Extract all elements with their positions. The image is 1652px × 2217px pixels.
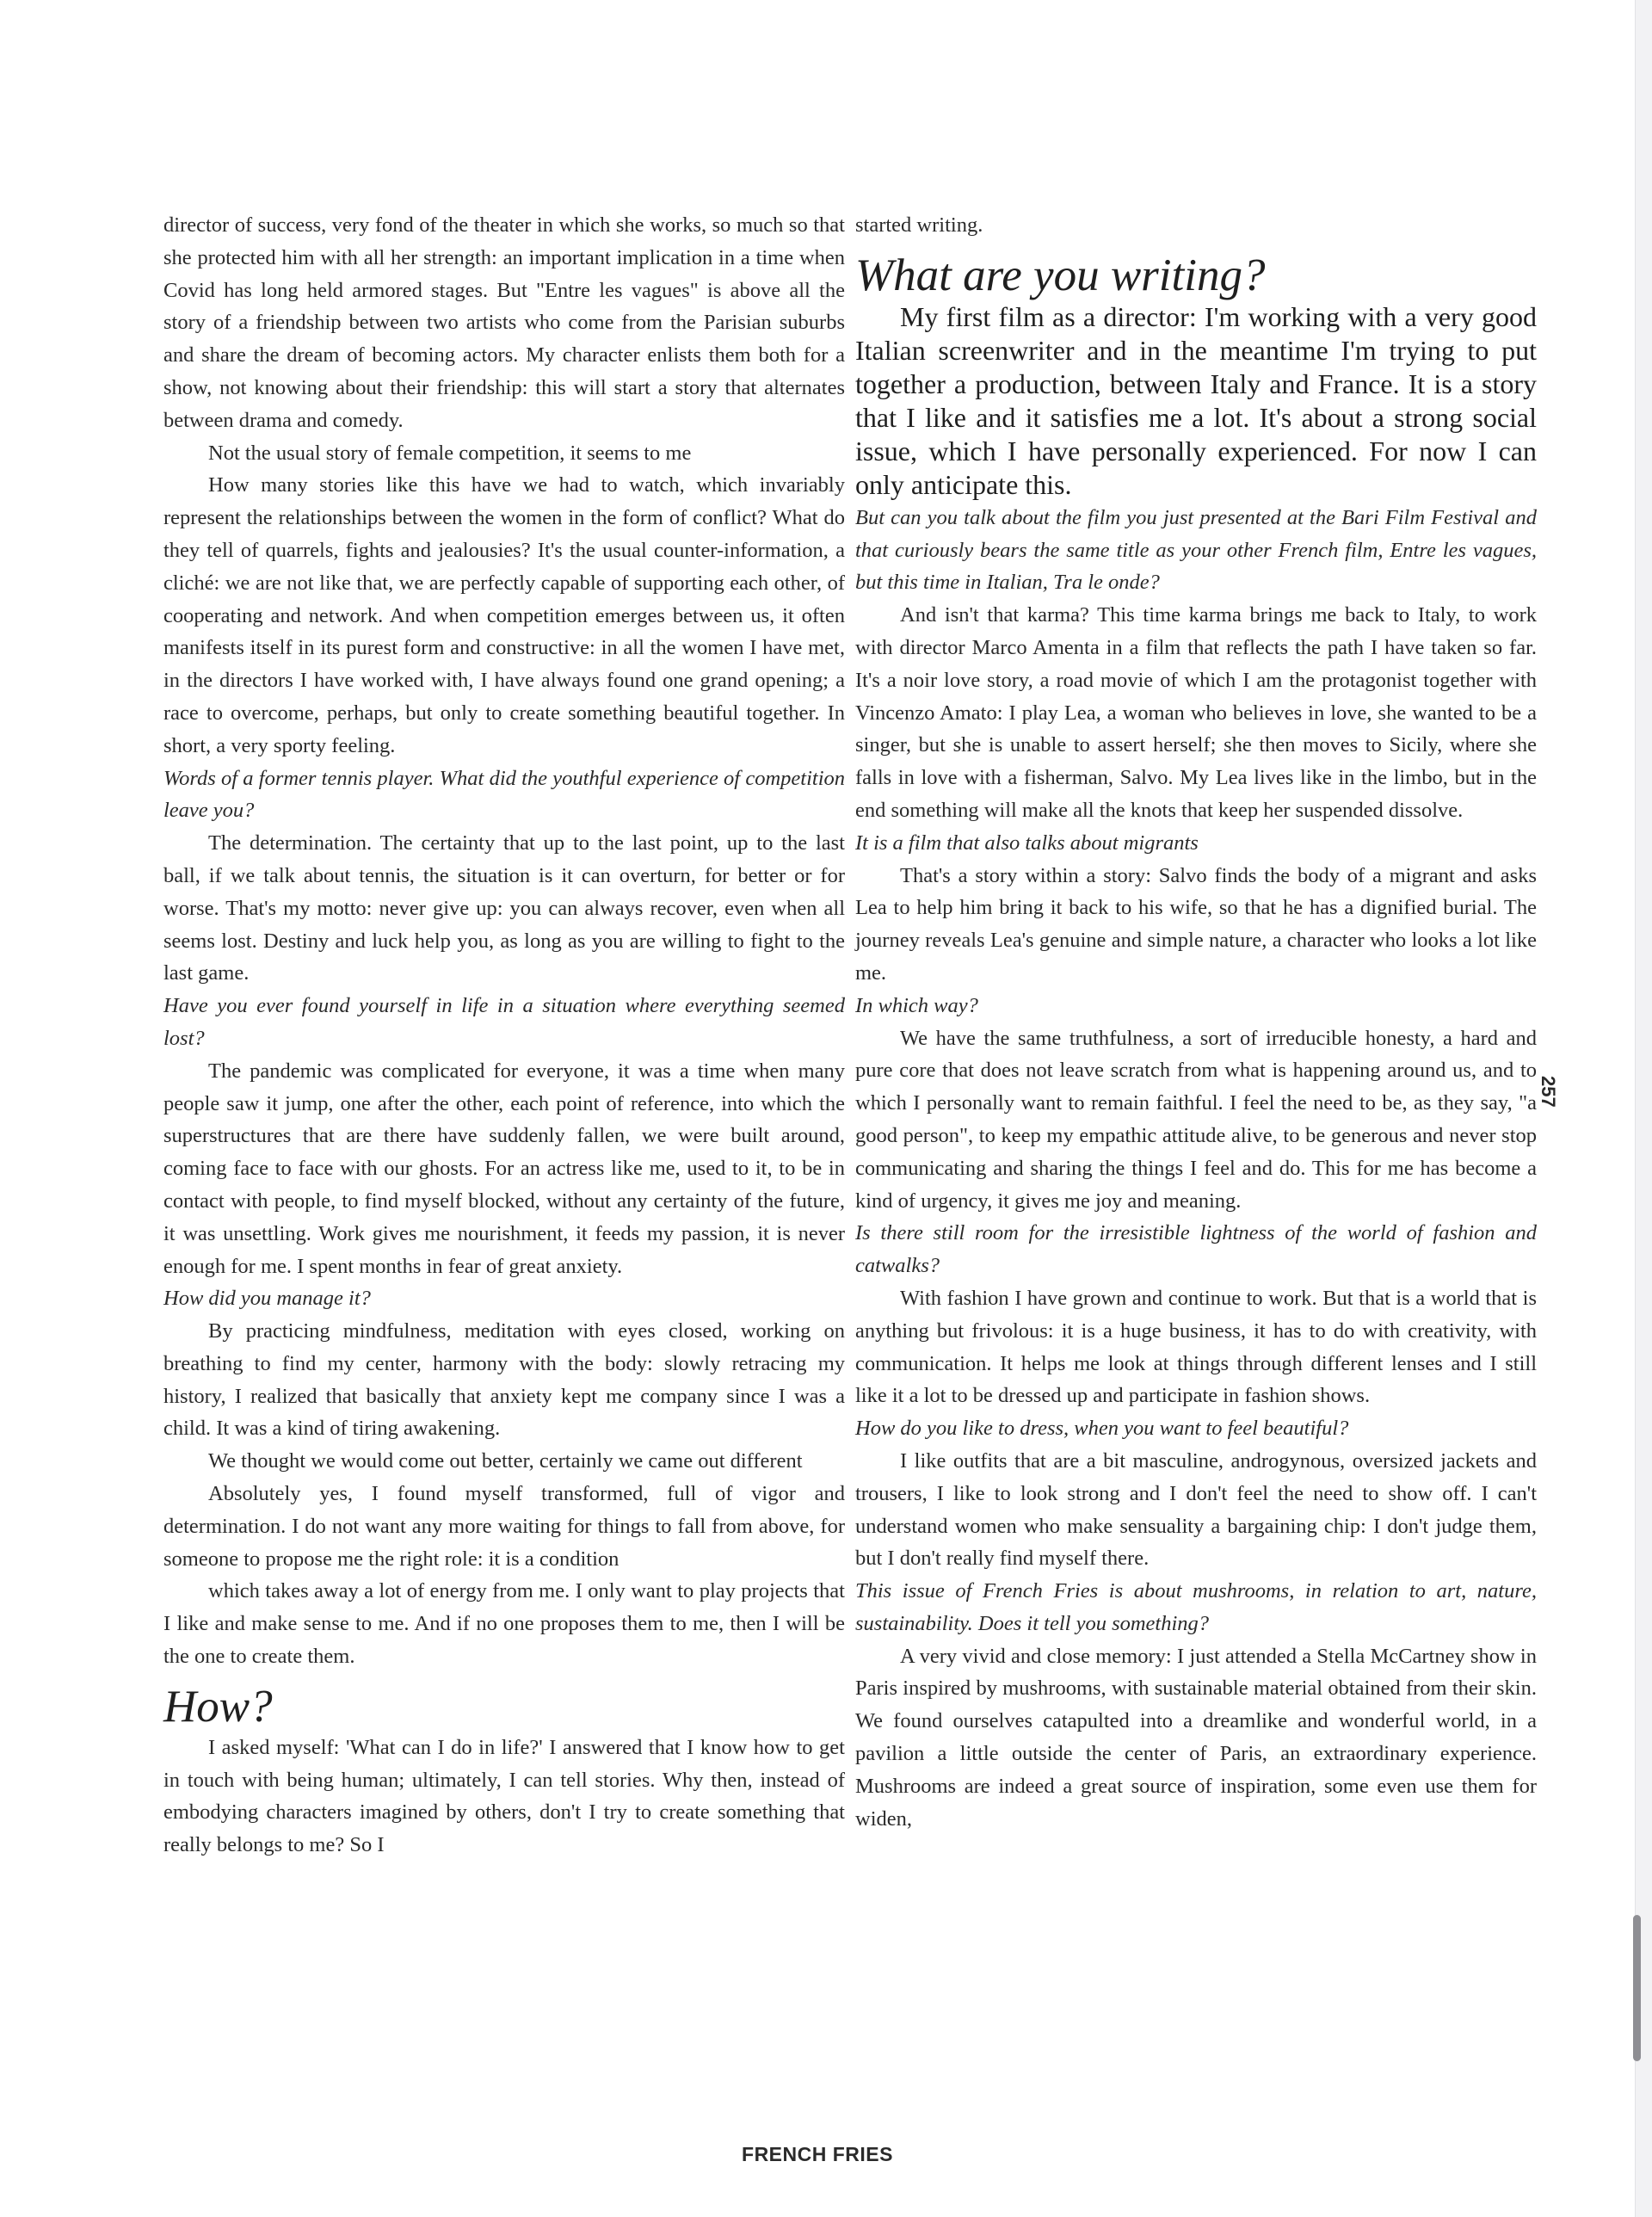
page-edge: [1635, 0, 1652, 2217]
interview-question: This issue of French Fries is about mushrooms, in relation to art, nature, sustainability. Does it tell you something?: [855, 1579, 1537, 1635]
paragraph: With fashion I have grown and continue to work. But that is a world that is anything but frivolous: it is a huge business, it has to do with creativity, with communication. It helps me look at things through different lenses and I still like it a lot to be dressed up and participate in fashion shows.: [855, 1286, 1537, 1408]
paragraph: I like outfits that are a bit masculine, androgynous, oversized jackets and trousers, I like to look strong and I don't feel the need to show off. I can't understand women who make sensuality a bargaining chip: I don't judge them, but I don't really find myself there.: [855, 1448, 1537, 1571]
left-column: [163, 209, 845, 1862]
interview-question: Words of a former tennis player. What did the youthful experience of competition leave you?: [163, 766, 845, 823]
interview-question: In which way?: [855, 993, 978, 1017]
paragraph: How many stories like this have we had to watch, which invariably represent the relationships between the women in the form of conflict? What do they tell of quarrels, fights and jealousies? It's the usual counter-information, a cliché: we are not like that, we are perfectly capable of supporting each other, of cooperating and network. And when competition emerges between us, it often manifests itself in its purest form and constructive: in all the women I have met, in the directors I have worked with, I have always found one grand opening; a race to overcome, perhaps, but only to create something beautiful together. In short, a very sporty feeling.: [163, 473, 845, 757]
section-heading: What are you writing?: [855, 250, 1266, 300]
interview-question: How do you like to dress, when you want to feel beautiful?: [855, 1417, 1349, 1441]
paragraph: which takes away a lot of energy from me. I only want to play projects that I like and make sense to me. And if no one proposes them to me, then I will be the one to create them.: [163, 1579, 845, 1669]
paragraph: That's a story within a story: Salvo finds the body of a migrant and asks Lea to help him bring it back to his wife, so that he has a dignified burial. The journey reveals Lea's genuine and simple nature, a character who looks a lot like me.: [855, 863, 1537, 985]
paragraph: Not the usual story of female competition, it seems to me: [208, 441, 692, 465]
paragraph: By practicing mindfulness, meditation with eyes closed, working on breathing to find my center, harmony with the body: slowly retracing my history, I realized that basically that anxiety kept me company since I was a child. It was a kind of tiring awakening.: [163, 1319, 845, 1441]
paragraph: director of success, very fond of the theater in which she works, so much so that she protected him with all her strength: an important implication in a time when Covid has long held armored stages. But "Entre les vagues" is above all the story of a friendship between two artists who come from the Parisian suburbs and share the dream of becoming actors. My character enlists them both for a show, not knowing about their friendship: this will start a story that alternates between drama and comedy.: [163, 213, 845, 432]
paragraph: I asked myself: 'What can I do in life?' I answered that I know how to get in touch with being human; ultimately, I can tell stories. Why then, instead of embodying characters imagined by others, don't I try to create something that really belongs to me? So I: [163, 1735, 845, 1857]
scrollbar-thumb[interactable]: [1633, 1915, 1641, 2061]
interview-question: Have you ever found yourself in life in a situation where everything seemed lost?: [163, 994, 845, 1050]
paragraph: We thought we would come out better, certainly we came out different: [208, 1449, 803, 1473]
paragraph: started writing.: [855, 213, 983, 237]
page-number: 257: [1538, 1076, 1559, 1108]
interview-question: Is there still room for the irresistible lightness of the world of fashion and catwalks?: [855, 1221, 1537, 1278]
interview-question: It is a film that also talks about migrants: [855, 831, 1199, 855]
paragraph: We have the same truthfulness, a sort of irreducible honesty, a hard and pure core that does not leave scratch from what is happening around us, and to which I personally want to remain faithful. I feel the need to be, as they say, "a good person", to keep my empathic attitude alive, to be generous and never stop communicating and sharing the things I feel and do. This for me has become a kind of urgency, it gives me joy and meaning.: [855, 1026, 1537, 1213]
interview-question: But can you talk about the film you just presented at the Bari Film Festival and that curiously bears the same title as your other French film, Entre les vagues, but this time in Italian, Tra le onde?: [855, 505, 1537, 595]
lead-paragraph: My first film as a director: I'm working with a very good Italian screenwriter and in the meantime I'm trying to put together a production, between Italy and France. It is a story that I like and it satisfies me a lot. It's about a strong social issue, which I have personally experienced. For now I can only anticipate this.: [855, 300, 1537, 500]
section-heading: How?: [163, 1681, 273, 1732]
paragraph: The determination. The certainty that up to the last point, up to the last ball, if we talk about tennis, the situation is it can overturn, for better or for worse. That's my motto: never give up: you can always recover, even when all seems lost. Destiny and luck help you, as long as you are willing to fight to the last game.: [163, 831, 845, 985]
paragraph: The pandemic was complicated for everyone, it was a time when many people saw it jump, one after the other, each point of reference, into which the superstructures that are there have suddenly fallen, we were built around, coming face to face with our ghosts. For an actress like me, used to it, to be in contact with people, to find myself blocked, without any certainty of the future, it was unsettling. Work gives me nourishment, it feeds my passion, it is never enough for me. I spent months in fear of great anxiety.: [163, 1059, 845, 1278]
interview-question: How did you manage it?: [163, 1287, 371, 1311]
paragraph: Absolutely yes, I found myself transformed, full of vigor and determination. I do not want any more waiting for things to fall from above, for someone to propose me the right role: it is a condition: [163, 1482, 845, 1571]
magazine-footer: FRENCH FRIES: [742, 2143, 893, 2165]
right-column: [855, 209, 1537, 1835]
paragraph: And isn't that karma? This time karma brings me back to Italy, to work with director Marco Amenta in a film that reflects the path I have taken so far. It's a noir love story, a road movie of which I am the protagonist together with Vincenzo Amato: I play Lea, a woman who believes in love, she wanted to be a singer, but she is unable to assert herself; she then moves to Sicily, where she falls in love with a fisherman, Salvo. My Lea lives like in the limbo, but in the end something will make all the knots that keep her suspended dissolve.: [855, 603, 1537, 822]
paragraph: A very vivid and close memory: I just attended a Stella McCartney show in Paris inspired by mushrooms, with sustainable material obtained from their skin. We found ourselves catapulted into a dreamlike and wonderful world, in a pavilion a little outside the center of Paris, an extraordinary experience. Mushrooms are indeed a great source of inspiration, some even use them for widen,: [855, 1644, 1537, 1831]
